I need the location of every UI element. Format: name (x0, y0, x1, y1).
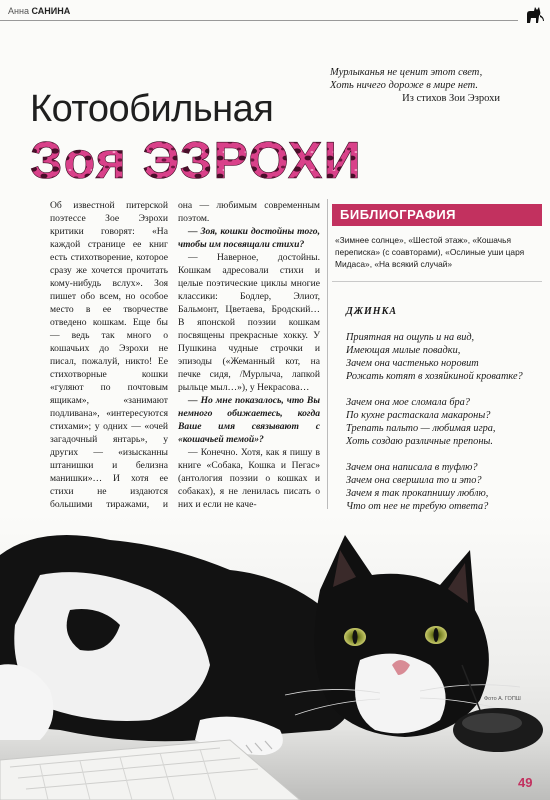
cat-on-keyboard-photo (0, 515, 550, 800)
poem-line: Зачем она частенько норовит (346, 358, 479, 369)
epigraph-line: Хоть ничего дороже в мире нет. (330, 80, 478, 91)
headline-line-2-text: Зоя ЭЗРОХИ (30, 132, 362, 190)
poem-line: По кухне растаскала макароны? (346, 410, 491, 421)
interview-question: — Но мне показалось, что Вы немного обижаетесь, когда Ваше имя связывают с «кошачьей темой»? (178, 395, 320, 445)
headline-line-2-leopard (28, 128, 362, 190)
poem-line: Рожать котят в хозяйкиной кроватке? (346, 371, 523, 382)
bibliography-divider (332, 281, 542, 282)
epigraph (330, 66, 540, 105)
poem-stanza (346, 396, 546, 448)
cat-silhouette-icon (522, 2, 546, 24)
poem-title: ДЖИНКА (346, 306, 398, 317)
poem-line: Приятная на ощупь и на вид, (346, 332, 475, 343)
epigraph-source: Из стихов Зои Эзрохи (402, 93, 500, 104)
page-number: 49 (518, 775, 533, 790)
poem-line: Зачем она свершила то и это? (346, 475, 482, 486)
article-paragraph: Об известной питерской поэтессе Зое Эзрохи критики говорят: «На каждой странице ее книг есть стихотворение, которое сразу же хочется прочитать кому-нибудь вслух». Зоя пишет обо всем, но особое место в ее творчестве отведено кошкам. Еще бы — ведь так много о кошачьих до Эзрохи не писал, пожалуй, никто! Ее стихотворные кошки «гуляют по почтовым ящикам», «занимают подливана», «интересуются стихами»; у одних — «очей загадочный янтарь», у других — «изысканны штанишки и белизна манишки»… И хотя ее стихи не издаются большими тиражами, и (50, 200, 168, 510)
poem-line: Трепать пальто — любимая игра, (346, 423, 496, 434)
article-paragraph: — Конечно. Хотя, как я пишу в книге «Собака, Кошка и Пегас» (антология поэзии о кошках и собаках), я не ленилась писать о них и если не каче- (178, 447, 320, 510)
author-first-name: Анна (8, 6, 29, 16)
headline-line-1: Котообильная (30, 88, 274, 130)
article-paragraph: она — любимым современным поэтом. (178, 200, 320, 224)
article-column-2 (178, 199, 320, 511)
poem-line: Имеющая милые повадки, (346, 345, 461, 356)
poem-line: Зачем я так прокапнишу люблю, (346, 488, 489, 499)
poem-stanza (346, 331, 546, 383)
poem-stanza (346, 461, 546, 513)
article-paragraph: — Наверное, достойны. Кошкам адресовали стихи и целые поэтические циклы многие классики: Бодлер, Элиот, Бальмонт, Цветаева, Бродский… В японской поэзии кошкам посвящены прекрасные хокку. У Пушкина чудные строчки и эпизоды («Жеманный кот, на печке сидя, /Мурлыча, лапкой рыльце мыл…»), у Некрасова… (178, 252, 320, 393)
header-rule (0, 20, 518, 21)
poem-line: Хоть создаю различные препоны. (346, 436, 493, 447)
poem-body (346, 331, 546, 526)
photo-credit: Фото А. ГОПШ (484, 696, 521, 702)
epigraph-line: Мурлыканья не ценит этот свет, (330, 67, 483, 78)
poem-line: Зачем она написала в туфлю? (346, 462, 478, 473)
bibliography-title: БИБЛИОГРАФИЯ (340, 207, 457, 222)
bibliography-list: «Зимнее солнце», «Шестой этаж», «Кошачья переписка» (с соавторами), «Ослиные уши царя Мидаса», «На всякий случай» (335, 235, 525, 269)
author-byline (8, 6, 70, 16)
poem-line: Что от нее не требую ответа? (346, 501, 489, 512)
column-divider (327, 199, 328, 509)
poem-line: Зачем она мое сломала бра? (346, 397, 470, 408)
interview-question: — Зоя, кошки достойны того, чтобы им посвящали стихи? (178, 226, 320, 250)
author-last-name: САНИНА (31, 6, 71, 16)
